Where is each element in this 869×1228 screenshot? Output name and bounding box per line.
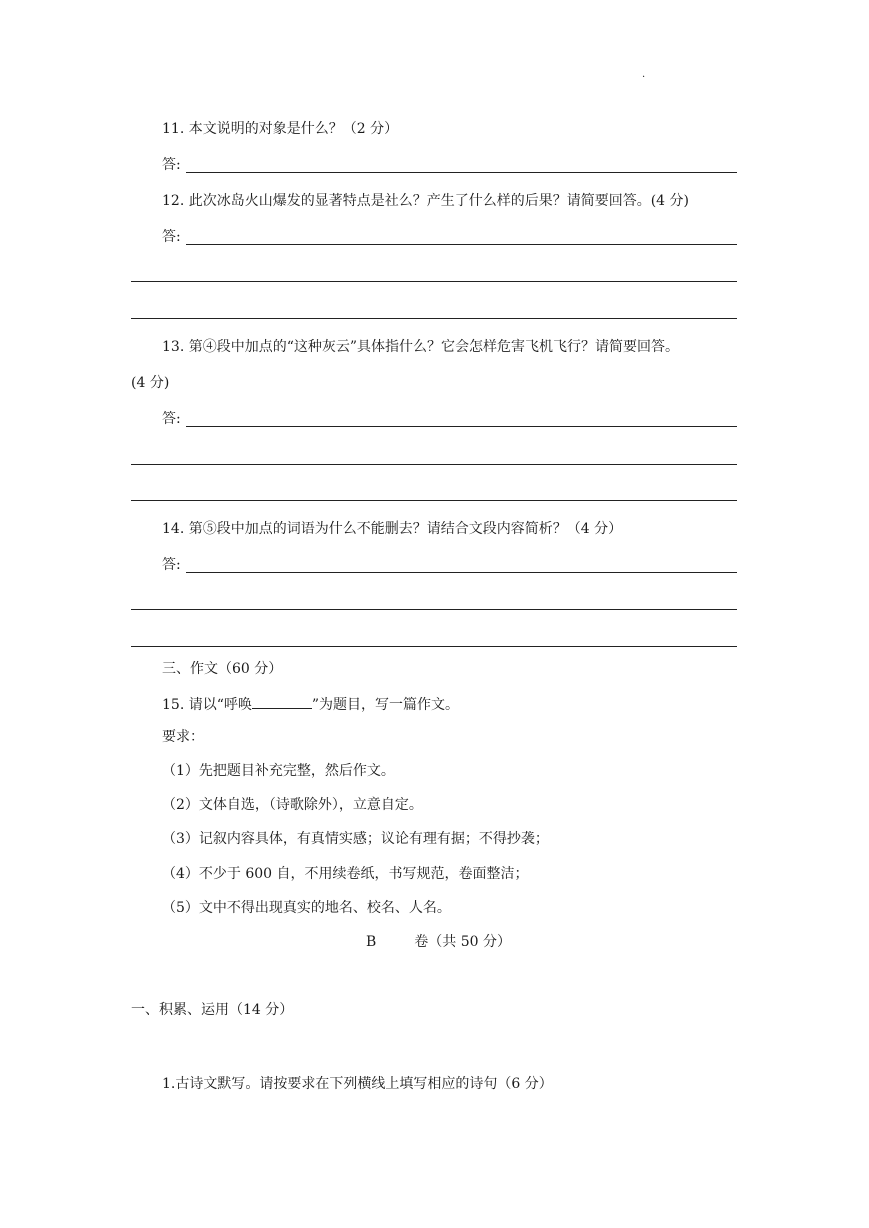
answer-label: 答: [162, 411, 181, 427]
header-dot: . [642, 69, 646, 80]
answer-line [186, 572, 737, 573]
answer-label: 答: [162, 229, 181, 245]
answer-line [186, 172, 737, 173]
answer-row-14[interactable] [162, 556, 737, 574]
paper-b-letter: B [366, 934, 377, 950]
question-13-score: (4 分) [131, 375, 170, 391]
answer-line-extra[interactable] [131, 318, 737, 319]
answer-line-extra[interactable] [131, 281, 737, 282]
question-1: 1.古诗文默写。请按要求在下列横线上填写相应的诗句（6 分） [162, 1076, 553, 1092]
requirement-4: （4）不少于 600 自，不用续卷纸，书写规范，卷面整洁； [162, 866, 529, 882]
essay-title-blank[interactable] [252, 694, 312, 709]
question-12: 12. 此次冰岛火山爆发的显著特点是社么？产生了什么样的后果？请简要回答。(4 分) [162, 193, 689, 209]
essay-prompt-before: 15. 请以“呼唤 [162, 697, 252, 713]
answer-row-12[interactable] [162, 228, 737, 246]
requirement-2: （2）文体自选，（诗歌除外），立意自定。 [162, 797, 423, 813]
answer-line [186, 426, 737, 427]
question-11: 11. 本文说明的对象是什么？（2 分） [162, 121, 399, 137]
answer-label: 答: [162, 157, 181, 173]
section-three-heading: 三、作文（60 分） [162, 661, 283, 677]
question-14: 14. 第⑤段中加点的词语为什么不能删去？请结合文段内容简析？（4 分） [162, 521, 623, 537]
answer-line-extra[interactable] [131, 646, 737, 647]
requirement-1: （1）先把题目补充完整，然后作文。 [162, 763, 395, 779]
answer-row-11[interactable] [162, 156, 737, 174]
requirement-3: （3）记叙内容具体，有真情实感；议论有理有据；不得抄袭； [162, 831, 549, 847]
answer-label: 答: [162, 557, 181, 573]
question-13: 13. 第④段中加点的“这种灰云”具体指什么？它会怎样危害飞机飞行？请简要回答。 [162, 339, 680, 355]
essay-prompt [162, 694, 459, 714]
answer-row-13[interactable] [162, 410, 737, 428]
essay-prompt-after: ”为题目，写一篇作文。 [311, 697, 460, 713]
requirements-title: 要求： [162, 729, 204, 745]
answer-line-extra[interactable] [131, 500, 737, 501]
answer-line-extra[interactable] [131, 464, 737, 465]
paper-b-title [366, 933, 511, 951]
answer-line [186, 244, 737, 245]
section-one-heading: 一、积累、运用（14 分） [131, 1002, 294, 1018]
paper-b-heading: 卷（共 50 分） [414, 934, 512, 950]
answer-line-extra[interactable] [131, 609, 737, 610]
requirement-5: （5）文中不得出现真实的地名、校名、人名。 [162, 900, 451, 916]
